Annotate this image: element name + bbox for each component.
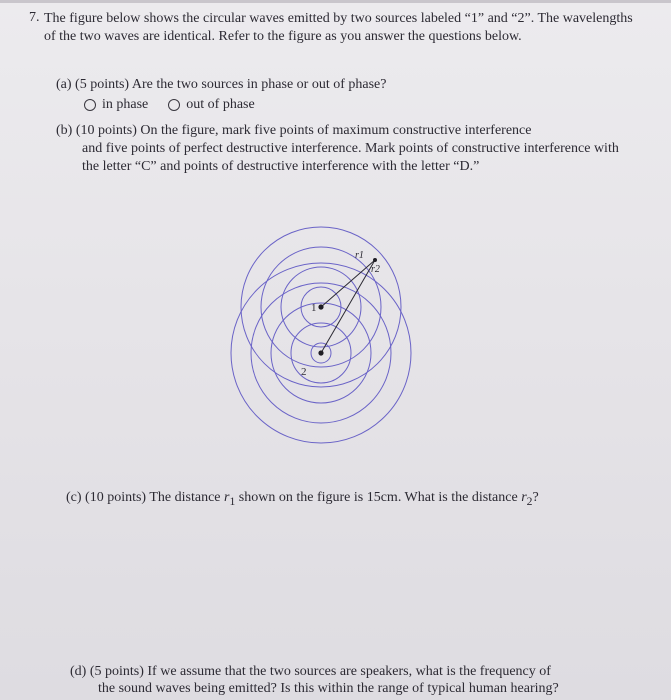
question-intro: The figure below shows the circular waves emitted by two sources labeled “1” and “2”. The wavelengths of the two waves are identical. Refer to the figure as you answer the questions below. (44, 11, 633, 44)
part-c-label: (c) (66, 490, 82, 505)
part-d-points: (5 points) (89, 664, 144, 679)
r1-variable: r (224, 490, 230, 505)
source-1-label: 1 (311, 302, 317, 314)
question-number: 7. (29, 10, 40, 25)
top-divider (0, 0, 671, 3)
part-c-prompt (66, 489, 636, 511)
source-2-dot (318, 350, 323, 355)
part-d-prompt (70, 663, 630, 697)
r2-variable: r (521, 490, 527, 505)
part-c-text-end: ? (532, 490, 539, 505)
part-b-prompt (56, 122, 626, 176)
part-c-points: (10 points) (85, 490, 147, 505)
part-a-options (84, 96, 255, 114)
part-a-points: (5 points) (75, 77, 130, 92)
part-a-prompt (56, 76, 387, 94)
part-c-text-mid: shown on the figure is 15cm. What is the distance (238, 490, 518, 505)
radio-circle-icon[interactable] (84, 99, 96, 111)
option-out-of-phase[interactable] (168, 96, 254, 114)
part-a-text: Are the two sources in phase or out of phase? (131, 77, 387, 92)
option-in-phase[interactable] (84, 96, 148, 114)
r2-subscript: 2 (526, 494, 533, 508)
option-out-of-phase-label: out of phase (186, 97, 255, 112)
part-b-rest: and five points of perfect destructive interference. Mark points of constructive interference with the letter “C” and points of destructive interference with the letter “D.” (82, 141, 619, 174)
part-d-line2: the sound waves being emitted? Is this within the range of typical human hearing? (98, 681, 559, 696)
option-in-phase-label: in phase (102, 97, 149, 112)
radio-circle-icon[interactable] (168, 99, 180, 111)
part-d-line1: If we assume that the two sources are speakers, what is the frequency of (147, 664, 551, 679)
part-b-label: (b) (56, 123, 73, 138)
r1-label: r1 (355, 250, 364, 261)
part-b-points: (10 points) (75, 123, 137, 138)
r1-subscript: 1 (229, 494, 236, 508)
r2-label: r2 (371, 264, 380, 275)
source-2-label: 2 (301, 366, 307, 378)
wave-interference-figure (203, 225, 445, 460)
part-c-text-before: The distance (149, 490, 221, 505)
source-1-dot (318, 304, 323, 309)
part-d-label: (d) (70, 664, 87, 679)
part-a-label: (a) (56, 77, 72, 92)
intersection-point (373, 258, 377, 262)
part-b-line1: On the figure, mark five points of maximum constructive interference (140, 123, 532, 138)
